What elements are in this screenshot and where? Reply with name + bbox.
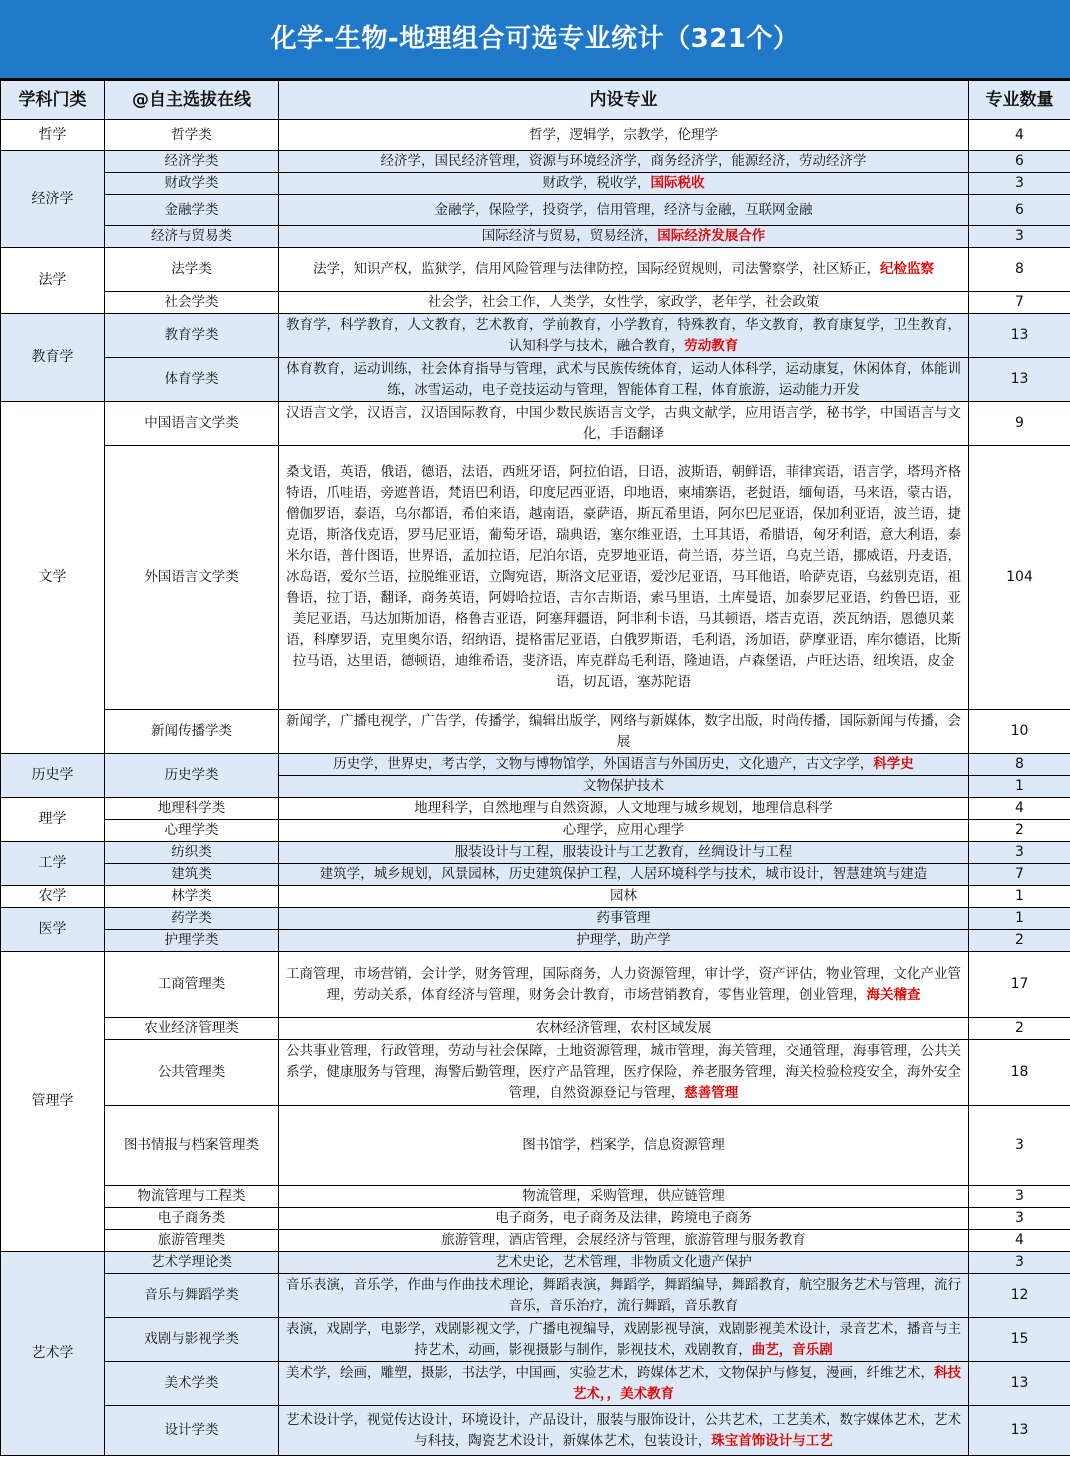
majors-text: 电子商务，电子商务及法律，跨境电子商务	[495, 1210, 752, 1226]
highlight-major: 珠宝首饰设计与工艺	[711, 1432, 833, 1449]
highlight-major: 劳动教育	[684, 337, 739, 354]
count-cell: 17	[969, 952, 1070, 1018]
count-cell: 4	[969, 798, 1070, 820]
majors-cell	[279, 1208, 969, 1230]
majors-cell	[279, 446, 969, 710]
majors-cell	[279, 1252, 969, 1274]
majors-text: 文物保护技术	[583, 778, 664, 794]
majors-cell	[279, 173, 969, 195]
header-majors: 内设专业	[279, 81, 969, 120]
category-cell: 管理学	[1, 952, 105, 1252]
majors-cell	[279, 710, 969, 754]
class-cell: 经济与贸易类	[105, 226, 279, 248]
count-cell: 3	[969, 1208, 1070, 1230]
majors-text: 教育学，科学教育，人文教育，艺术教育，学前教育，小学教育，特殊教育，华文教育，教育康复学，卫生教育，认知科学与技术，融合教育，	[286, 316, 961, 354]
majors-text: 公共事业管理，行政管理，劳动与社会保障，土地资源管理，城市管理，海关管理，交通管理，海事管理，公共关系学，健康服务与管理，海警后勤管理，医疗产品管理，医疗保险，养老服务管理，海关检验检疫安全，海外安全管理，自然资源登记与管理，	[286, 1043, 961, 1101]
majors-text: 园林	[610, 888, 637, 904]
count-cell: 6	[969, 195, 1070, 226]
category-cell: 医学	[1, 908, 105, 952]
count-cell: 15	[969, 1318, 1070, 1362]
majors-text: 艺术史论，艺术管理，非物质文化遗产保护	[495, 1254, 752, 1270]
table-row	[1, 195, 1070, 226]
count-cell: 13	[969, 314, 1070, 358]
count-cell: 13	[969, 1362, 1070, 1406]
table-row	[1, 1318, 1070, 1362]
table-row	[1, 820, 1070, 842]
count-cell: 13	[969, 1406, 1070, 1456]
majors-text: 地理科学，自然地理与自然资源，人文地理与城乡规划，地理信息科学	[414, 800, 833, 816]
class-cell: 物流管理与工程类	[105, 1186, 279, 1208]
majors-text: 农林经济管理，农村区域发展	[535, 1020, 712, 1036]
majors-text: 服装设计与工程，服装设计与工艺教育，丝绸设计与工程	[454, 844, 793, 860]
class-cell: 图书情报与档案管理类	[105, 1106, 279, 1186]
majors-text: 财政学，税收学，	[542, 175, 651, 191]
count-cell: 8	[969, 754, 1070, 776]
class-cell: 新闻传播学类	[105, 710, 279, 754]
count-cell: 4	[969, 1230, 1070, 1252]
class-cell: 农业经济管理类	[105, 1018, 279, 1040]
count-cell: 7	[969, 864, 1070, 886]
class-cell: 中国语言文学类	[105, 402, 279, 446]
majors-text: 物流管理，采购管理，供应链管理	[522, 1188, 725, 1204]
majors-cell	[279, 842, 969, 864]
class-cell: 林学类	[105, 886, 279, 908]
majors-cell	[279, 776, 969, 798]
majors-text: 旅游管理，酒店管理，会展经济与管理，旅游管理与服务教育	[441, 1232, 806, 1248]
class-cell: 金融学类	[105, 195, 279, 226]
class-cell: 护理学类	[105, 930, 279, 952]
table-row	[1, 842, 1070, 864]
count-cell: 7	[969, 292, 1070, 314]
count-cell: 1	[969, 908, 1070, 930]
majors-table	[0, 80, 1070, 1456]
majors-cell	[279, 1018, 969, 1040]
majors-text: 经济学，国民经济管理，资源与环境经济学，商务经济学，能源经济，劳动经济学	[380, 153, 867, 169]
category-cell: 文学	[1, 402, 105, 754]
majors-cell	[279, 820, 969, 842]
count-cell: 3	[969, 226, 1070, 248]
highlight-major: 科学史	[873, 756, 914, 772]
class-cell: 心理学类	[105, 820, 279, 842]
table-row	[1, 930, 1070, 952]
count-cell: 2	[969, 1018, 1070, 1040]
class-cell: 戏剧与影视学类	[105, 1318, 279, 1362]
highlight-major: 科技艺术，，美术教育	[572, 1364, 961, 1402]
majors-text: 工商管理，市场营销，会计学，财务管理，国际商务，人力资源管理，审计学，资产评估，物业管理，文化产业管理，劳动关系，体育经济与管理，财务会计教育，市场营销教育，零售业管理，创业管理，	[286, 965, 961, 1003]
count-cell: 3	[969, 1106, 1070, 1186]
table-row	[1, 908, 1070, 930]
table-row	[1, 358, 1070, 402]
category-cell: 艺术学	[1, 1252, 105, 1456]
page-title: 化学-生物-地理组合可选专业统计（321个）	[0, 0, 1070, 80]
class-cell: 工商管理类	[105, 952, 279, 1018]
majors-cell	[279, 1274, 969, 1318]
table-row	[1, 314, 1070, 358]
class-cell: 艺术学理论类	[105, 1252, 279, 1274]
header-class: @自主选拔在线	[105, 81, 279, 120]
table-row	[1, 1362, 1070, 1406]
table-row	[1, 446, 1070, 710]
table-row	[1, 1018, 1070, 1040]
majors-text: 艺术设计学，视觉传达设计，环境设计，产品设计，服装与服饰设计，公共艺术，工艺美术，数字媒体艺术，艺术与科技，陶瓷艺术设计，新媒体艺术，包装设计，	[286, 1411, 961, 1449]
table-row	[1, 952, 1070, 1018]
count-cell: 13	[969, 358, 1070, 402]
count-cell: 9	[969, 402, 1070, 446]
class-cell: 地理科学类	[105, 798, 279, 820]
majors-cell	[279, 1186, 969, 1208]
majors-cell	[279, 1362, 969, 1406]
class-cell: 法学类	[105, 248, 279, 292]
majors-text: 表演，戏剧学，电影学，戏剧影视文学，广播电视编导，戏剧影视导演，戏剧影视美术设计，录音艺术，播音与主持艺术，动画，影视摄影与制作，影视技术，戏剧教育，	[286, 1320, 961, 1358]
majors-text: 心理学，应用心理学	[562, 822, 685, 838]
highlight-major: 海关稽查	[866, 986, 921, 1003]
table-row	[1, 173, 1070, 195]
category-cell: 农学	[1, 886, 105, 908]
table-row	[1, 248, 1070, 292]
class-cell: 建筑类	[105, 864, 279, 886]
majors-text: 音乐表演，音乐学，作曲与作曲技术理论，舞蹈表演，舞蹈学，舞蹈编导，舞蹈教育，航空服务艺术与管理，流行音乐，音乐治疗，流行舞蹈，音乐教育	[286, 1276, 961, 1314]
majors-text: 法学，知识产权，监狱学，信用风险管理与法律防控，国际经贸规则，司法警察学，社区矫正，	[313, 261, 880, 277]
class-cell: 公共管理类	[105, 1040, 279, 1106]
class-cell: 经济学类	[105, 151, 279, 173]
majors-cell	[279, 402, 969, 446]
count-cell: 1	[969, 886, 1070, 908]
count-cell: 8	[969, 248, 1070, 292]
table-row	[1, 292, 1070, 314]
class-cell: 药学类	[105, 908, 279, 930]
header-category: 学科门类	[1, 81, 105, 120]
majors-text: 药事管理	[596, 910, 651, 926]
majors-cell	[279, 886, 969, 908]
count-cell: 1	[969, 776, 1070, 798]
majors-cell	[279, 292, 969, 314]
highlight-major: 纪检监察	[880, 261, 934, 277]
table-row	[1, 1406, 1070, 1456]
majors-cell	[279, 248, 969, 292]
category-cell: 哲学	[1, 120, 105, 151]
class-cell: 纺织类	[105, 842, 279, 864]
majors-cell	[279, 1040, 969, 1106]
majors-cell	[279, 754, 969, 776]
majors-text: 社会学，社会工作，人类学，女性学，家政学，老年学，社会政策	[427, 294, 820, 310]
count-cell: 18	[969, 1040, 1070, 1106]
majors-cell	[279, 1106, 969, 1186]
majors-cell	[279, 1230, 969, 1252]
class-cell: 外国语言文学类	[105, 446, 279, 710]
class-cell: 教育学类	[105, 314, 279, 358]
class-cell: 电子商务类	[105, 1208, 279, 1230]
majors-cell	[279, 120, 969, 151]
class-cell: 历史学类	[105, 754, 279, 798]
category-cell: 工学	[1, 842, 105, 886]
majors-cell	[279, 314, 969, 358]
count-cell: 6	[969, 151, 1070, 173]
majors-text: 建筑学，城乡规划，风景园林，历史建筑保护工程，人居环境科学与技术，城市设计，智慧建筑与建造	[319, 866, 928, 882]
table-row	[1, 1252, 1070, 1274]
table-row	[1, 1186, 1070, 1208]
count-cell: 3	[969, 173, 1070, 195]
class-cell: 哲学类	[105, 120, 279, 151]
table-row	[1, 402, 1070, 446]
count-cell: 3	[969, 1186, 1070, 1208]
count-cell: 3	[969, 842, 1070, 864]
table-row	[1, 1106, 1070, 1186]
count-cell: 3	[969, 1252, 1070, 1274]
count-cell: 4	[969, 120, 1070, 151]
table-row	[1, 151, 1070, 173]
table-row	[1, 710, 1070, 754]
header-count: 专业数量	[969, 81, 1070, 120]
majors-cell	[279, 358, 969, 402]
majors-text: 体育教育，运动训练，社会体育指导与管理，武术与民族传统体育，运动人体科学，运动康复，休闲体育，体能训练，冰雪运动，电子竞技运动与管理，智能体育工程，体育旅游，运动能力开发	[286, 360, 961, 398]
category-cell: 经济学	[1, 151, 105, 248]
category-cell: 法学	[1, 248, 105, 314]
table-row	[1, 1208, 1070, 1230]
majors-text: 金融学，保险学，投资学，信用管理，经济与金融，互联网金融	[434, 201, 813, 218]
count-cell: 2	[969, 820, 1070, 842]
category-cell: 理学	[1, 798, 105, 842]
table-row	[1, 886, 1070, 908]
majors-cell	[279, 195, 969, 226]
class-cell: 设计学类	[105, 1406, 279, 1456]
table-row	[1, 754, 1070, 776]
majors-cell	[279, 226, 969, 248]
class-cell: 社会学类	[105, 292, 279, 314]
table-row	[1, 798, 1070, 820]
majors-cell	[279, 1406, 969, 1456]
table-row	[1, 1230, 1070, 1252]
header-row	[1, 81, 1070, 120]
majors-text: 历史学，世界史，考古学，文物与博物馆学，外国语言与外国历史，文化遗产，古文字学，	[333, 756, 874, 772]
majors-text: 桑戈语，英语，俄语，德语，法语，西班牙语，阿拉伯语，日语，波斯语，朝鲜语，菲律宾语，语言学，塔玛齐格特语，爪哇语，旁遮普语，梵语巴利语，印度尼西亚语，印地语，柬埔寨语，老挝语，缅甸语，马来语，蒙古语，僧伽罗语，泰语，乌尔都语，希伯来语，越南语，豪萨语，斯瓦希里语，阿尔巴尼亚语，保加利亚语，波兰语，捷克语，斯洛伐克语，罗马尼亚语，葡萄牙语，瑞典语，塞尔维亚语，土耳其语，希腊语，匈牙利语，意大利语，泰米尔语，普什图语，世界语，孟加拉语，尼泊尔语，克罗地亚语，荷兰语，芬兰语，乌克兰语，挪威语，丹麦语，冰岛语，爱尔兰语，拉脱维亚语，立陶宛语，斯洛文尼亚语，爱沙尼亚语，马耳他语，哈萨克语，乌兹别克语，祖鲁语，拉丁语，翻译，商务英语，阿姆哈拉语，吉尔吉斯语，索马里语，土库曼语，加泰罗尼亚语，约鲁巴语，亚美尼亚语，马达加斯加语，格鲁吉亚语，阿塞拜疆语，阿非利卡语，马其顿语，塔吉克语，茨瓦纳语，恩德贝莱语，科摩罗语，克里奥尔语，绍纳语，提格雷尼亚语，白俄罗斯语，毛利语，汤加语，萨摩亚语，库尔德语，比斯拉马语，达里语，德顿语，迪维希语，斐济语，库克群岛毛利语，隆迪语，卢森堡语，卢旺达语，纽埃语，皮金语，切瓦语，塞苏陀语	[286, 464, 961, 690]
count-cell: 2	[969, 930, 1070, 952]
majors-text: 新闻学，广播电视学，广告学，传播学，编辑出版学，网络与新媒体，数字出版，时尚传播，国际新闻与传播，会展	[286, 712, 961, 750]
majors-text: 美术学，绘画，雕塑，摄影，书法学，中国画，实验艺术，跨媒体艺术，文物保护与修复，漫画，纤维艺术，	[286, 1364, 934, 1381]
category-cell: 历史学	[1, 754, 105, 798]
table-row	[1, 864, 1070, 886]
table-row	[1, 226, 1070, 248]
category-cell: 教育学	[1, 314, 105, 402]
table-row	[1, 1274, 1070, 1318]
count-cell: 12	[969, 1274, 1070, 1318]
majors-cell	[279, 1318, 969, 1362]
class-cell: 音乐与舞蹈学类	[105, 1274, 279, 1318]
count-cell: 104	[969, 446, 1070, 710]
class-cell: 旅游管理类	[105, 1230, 279, 1252]
class-cell: 美术学类	[105, 1362, 279, 1406]
highlight-major: 曲艺，音乐剧	[751, 1341, 833, 1358]
table-row	[1, 120, 1070, 151]
table-body	[1, 120, 1070, 1456]
highlight-major: 国际经济发展合作	[657, 228, 766, 244]
count-cell: 10	[969, 710, 1070, 754]
class-cell: 体育学类	[105, 358, 279, 402]
table-row	[1, 1040, 1070, 1106]
majors-cell	[279, 798, 969, 820]
majors-cell	[279, 908, 969, 930]
highlight-major: 国际税收	[650, 175, 705, 191]
majors-text: 汉语言文学，汉语言，汉语国际教育，中国少数民族语言文学，古典文献学，应用语言学，秘书学，中国语言与文化，手语翻译	[286, 404, 961, 442]
class-cell: 财政学类	[105, 173, 279, 195]
majors-text: 国际经济与贸易，贸易经济，	[481, 228, 658, 244]
majors-cell	[279, 151, 969, 173]
highlight-major: 慈善管理	[684, 1085, 739, 1101]
majors-text: 图书馆学，档案学，信息资源管理	[522, 1137, 725, 1153]
majors-cell	[279, 930, 969, 952]
majors-cell	[279, 952, 969, 1018]
majors-text: 护理学，助产学	[576, 932, 671, 948]
majors-text: 哲学，逻辑学，宗教学，伦理学	[529, 126, 718, 143]
majors-cell	[279, 864, 969, 886]
